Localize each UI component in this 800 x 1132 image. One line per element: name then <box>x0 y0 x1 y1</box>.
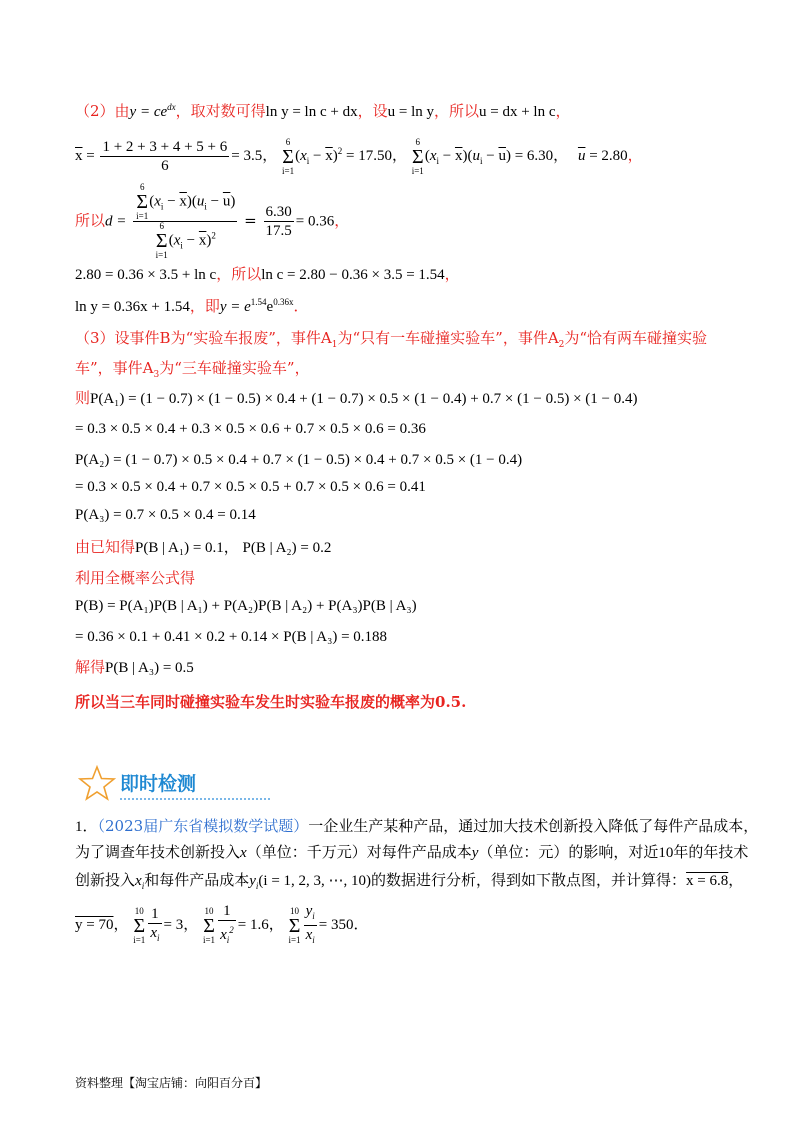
part3-line2: 车”，事件$A_3$为“三车碰撞实验车”， <box>75 359 310 380</box>
sum1-bot: i=1 <box>282 165 295 176</box>
xbar-line: $\overline{x}$ = $\frac{1 + 2 + 3 + 4 + 5 + 6}{6}$ = 3.5， 6 Σ $i=1(x_i - \overline{x})^2 = 17.50$， 6 Σ $i=1(x_i - \overline{x})(u_i - \overline{u}) = 6.30$， $\overline{u} = 2.80$， <box>75 136 643 176</box>
ubar-value: = 2.80 <box>589 148 628 164</box>
q1-text2a: 为了调查年技术创新投入 <box>75 843 241 861</box>
d-fraction2 <box>264 203 294 240</box>
lnc-result: ln c = 2.80 − 0.36 × 3.5 = 1.54 <box>261 267 445 283</box>
solve-line <box>75 657 194 678</box>
section-header <box>78 765 197 805</box>
xbar-result: = 3.5 <box>231 148 263 164</box>
q1-number: 1． <box>75 819 98 835</box>
section-title: 即时检测 <box>120 773 197 795</box>
lnc-so: ，所以 <box>216 265 262 283</box>
d-result: = 0.36 <box>295 213 335 230</box>
q1-text2d: 10 <box>658 845 674 861</box>
q1-line3: 创新投入$x_i$和每件产品成本$y_i(i = 1$, 2, 3, ⋯, 10)的数据进行分析，得到如下散点图，并计算得：x = 6.8， <box>75 871 744 891</box>
q1-text2e: 年的年技术 <box>673 843 749 861</box>
part2-end: ， <box>555 102 571 120</box>
q1-text3a: 创新投入 <box>75 871 136 889</box>
star-icon <box>78 765 116 801</box>
q1-text3c: (i = 1, 2, 3, ⋯, 10) <box>258 873 372 889</box>
q1-ybar: y = 70 <box>75 916 114 933</box>
d-line: 所以d = 6 Σ $i=1(x_i - \overline{x})(u_i - \overline{u})$ 6 Σ $i=1(x_i - \overline{x})^2$ = $\frac{6.30}{17.5}$ = 0.36， <box>75 182 350 260</box>
known-text: 由已知得 <box>75 538 136 556</box>
q1-s1-bot: i=1 <box>133 934 146 945</box>
d-den-bot: i=1 <box>155 250 168 260</box>
conclusion-line: 所以当三车同时碰撞实验车发生时实验车报废的概率为0.5. <box>75 693 467 711</box>
q1-s3-top: 10 <box>290 905 300 916</box>
pa1-eq: P(A₁) = (1 − 0.7) × (1 − 0.5) × 0.4 + (1 − 0.7) × 0.5 × (1 − 0.4) + 0.7 × (1 − 0.5) × (1 − 0.4) <box>90 391 638 407</box>
d-num-bot: i=1 <box>136 211 149 221</box>
section-underline <box>120 798 270 800</box>
xbar-den: 6 <box>161 158 169 175</box>
lny-exp1: 1.54 <box>250 297 267 307</box>
total-prob-text: 利用全概率公式得 <box>75 569 196 587</box>
solve-text: 解得 <box>75 658 106 676</box>
take-log-text: ，取对数可得 <box>175 102 266 120</box>
footer-text: 资料整理【淘宝店铺：向阳百分百】 <box>75 1076 268 1090</box>
d-symbol: d = <box>105 213 127 230</box>
lnc-eq: 2.80 = 0.36 × 3.5 + ln c <box>75 267 217 283</box>
d-frac2-num: 6.30 <box>265 204 292 220</box>
known-line <box>75 537 331 558</box>
part2-label: （2）由 <box>75 102 130 120</box>
part3-text1b: 为“只有一车碰撞实验车”，事件A <box>337 329 559 347</box>
pa1-line <box>75 388 638 409</box>
sum1-symbol: 6 Σ i=1 <box>282 136 295 176</box>
q1-s1-top: 10 <box>134 905 144 916</box>
q1-xbar: x = 6.8 <box>686 873 729 889</box>
log-eq: ln y = ln c + dx <box>265 104 358 120</box>
lny-ie: ，即 <box>189 297 220 315</box>
model-eq: y = ce <box>129 104 168 120</box>
part3-text2b: 为“三车碰撞实验车”， <box>159 359 310 377</box>
d-frac2-den: 17.5 <box>265 223 292 239</box>
lny-eq: ln y = 0.36x + 1.54 <box>75 299 190 315</box>
d-den-top: 6 <box>159 221 164 231</box>
sum2-top: 6 <box>415 136 421 147</box>
known-eq: P(B | A₁) = 0.1， P(B | A₂) = 0.2 <box>135 540 332 556</box>
lny-res: y = e <box>219 299 251 315</box>
so-text: ，所以 <box>434 102 480 120</box>
xbar-num: 1 + 2 + 3 + 4 + 5 + 6 <box>102 139 228 156</box>
part3-text1: （3）设事件B为“实验车报废”，事件A <box>75 329 332 347</box>
sum2-value: = 6.30 <box>514 148 554 164</box>
u-lin: u = dx + ln c <box>479 104 556 120</box>
pa2-line: P(A₂) = (1 − 0.7) × 0.5 × 0.4 + 0.7 × (1 − 0.5) × 0.4 + 0.7 × 0.5 × (1 − 0.4) <box>75 452 523 468</box>
xbar-fraction <box>100 138 229 175</box>
q1-s2-top: 10 <box>204 905 214 916</box>
q1-text1: 一企业生产某种产品，通过加大技术创新投入降低了每件产品成本， <box>308 817 759 835</box>
pa3-line: P(A₃) = 0.7 × 0.5 × 0.4 = 0.14 <box>75 507 256 523</box>
q1-line4: y = 70， 10 Σ i=1 $\frac{1}{x_i}$ = 3， 10 Σ i=1 $\frac{1}{x_i^2}$ = 1.6， 10 Σ i=1 $\frac{y_i}{x_i}$ = 350． <box>75 903 369 945</box>
sum1-value: = 17.50 <box>346 148 392 164</box>
solve-eq: P(B | A₃) = 0.5 <box>105 660 194 676</box>
pb2-line: = 0.36 × 0.1 + 0.41 × 0.2 + 0.14 × P(B | A₃) = 0.188 <box>75 629 388 645</box>
let-text: ，设 <box>357 102 388 120</box>
part3-text1c: 为“恰有两车碰撞实验 <box>564 329 708 347</box>
part3-line1: （3）设事件B为“实验车报废”，事件$A_1$为“只有一车碰撞实验车”，事件$A_2$为“恰有两车碰撞实验 <box>75 329 708 350</box>
lny-e2: e <box>266 299 274 315</box>
xbar-symbol: $\overline{x}$ <box>75 148 83 164</box>
q1-line1 <box>75 816 758 837</box>
q1-text2b: （单位：千万元）对每件产品成本 <box>246 843 472 861</box>
q1-s3-bot: i=1 <box>288 934 301 945</box>
sum1-top: 6 <box>285 136 291 147</box>
pb-line: P(B) = P(A₁)P(B | A₁) + P(A₂)P(B | A₂) + P(A₃)P(B | A₃) <box>75 598 417 614</box>
q1-text3d: 的数据进行分析，得到如下散点图，并计算得： <box>371 871 687 889</box>
q1-text3b: 和每件产品成本 <box>144 871 250 889</box>
d-num-top: 6 <box>139 182 145 192</box>
d-fraction: 6 Σ $i=1(x_i - \overline{x})(u_i - \overline{u})$ 6 Σ $i=1(x_i - \overline{x})^2$ <box>133 183 237 260</box>
part3-text2: 车”，事件A <box>75 359 154 377</box>
d-so-text: 所以 <box>75 211 106 230</box>
q1-s2-bot: i=1 <box>202 934 216 945</box>
sum2-symbol: 6 Σ i=1 <box>411 136 424 176</box>
then-text: 则 <box>75 389 91 407</box>
q1-text3f: ， <box>728 871 744 889</box>
q1-line2: 为了调查年技术创新投入x（单位：千万元）对每件产品成本y（单位：元）的影响，对近10年的年技术 <box>75 843 749 861</box>
part2-line <box>75 97 571 122</box>
lny-line: ln y = 0.36x + 1.54，即$y = e^{1.54}e^{0.36x}$． <box>75 297 309 315</box>
q1-text2c: （单位：元）的影响，对近 <box>478 843 659 861</box>
model-exp: dx <box>167 102 176 112</box>
q1-s3: = 350 <box>318 916 354 933</box>
pa2b-line: = 0.3 × 0.5 × 0.4 + 0.7 × 0.5 × 0.5 + 0.7 × 0.5 × 0.6 = 0.41 <box>75 479 426 495</box>
q1-source: （2023届广东省模拟数学试题） <box>97 817 309 835</box>
pa1b-line: = 0.3 × 0.5 × 0.4 + 0.3 × 0.5 × 0.6 + 0.7 × 0.5 × 0.6 = 0.36 <box>75 421 426 437</box>
lnc-line: 2.80 = 0.36 × 3.5 + ln c，所以ln c = 2.80 − 0.36 × 3.5 = 1.54， <box>75 265 460 283</box>
u-def: u = ln y <box>387 104 434 120</box>
sum2-bot: i=1 <box>411 165 424 176</box>
lny-exp2: 0.36x <box>273 297 294 307</box>
q1-s2: = 1.6 <box>237 916 269 933</box>
q1-s1: = 3 <box>163 916 184 933</box>
